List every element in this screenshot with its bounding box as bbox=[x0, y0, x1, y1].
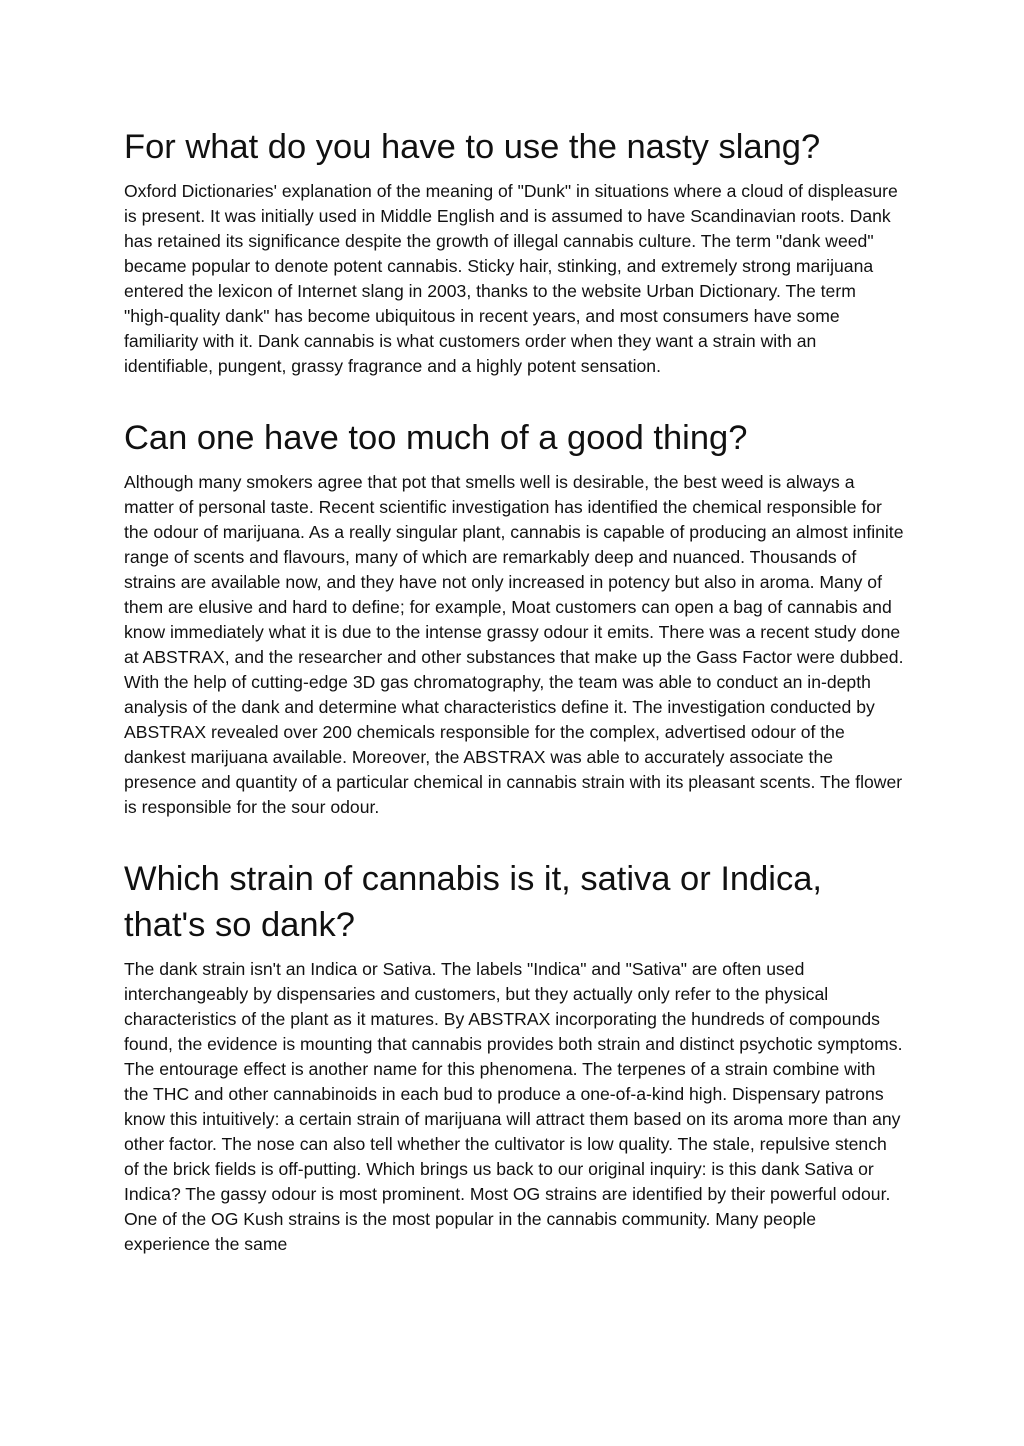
section-paragraph: The dank strain isn't an Indica or Sativa. The labels "Indica" and "Sativa" are often used interchangeably by dispensaries and customers, but they actually only refer to the physical characteristics of the plant as it matures. By ABSTRAX incorporating the hundreds of compounds found, the evidence is mounting that cannabis provides both strain and distinct psychotic symptoms. The entourage effect is another name for this phenomena. The terpenes of a strain combine with the THC and other cannabinoids in each bud to produce a one-of-a-kind high. Dispensary patrons know this intuitively: a certain strain of marijuana will attract them based on its aroma more than any other factor. The nose can also tell whether the cultivator is low quality. The stale, repulsive stench of the brick fields is off-putting. Which brings us back to our original inquiry: is this dank Sativa or Indica? The gassy odour is most prominent. Most OG strains are identified by their powerful odour. One of the OG Kush strains is the most popular in the cannabis community. Many people experience the same bbox=[124, 959, 903, 1254]
section-heading: Which strain of cannabis is it, sativa or Indica, that's so dank? bbox=[124, 860, 822, 944]
section-sativa-or-indica bbox=[124, 856, 904, 1257]
section-heading: For what do you have to use the nasty slang? bbox=[124, 128, 821, 166]
section-heading: Can one have too much of a good thing? bbox=[124, 419, 748, 457]
section-too-much-good-thing bbox=[124, 415, 904, 820]
section-nasty-slang bbox=[124, 124, 904, 379]
section-paragraph: Although many smokers agree that pot that smells well is desirable, the best weed is always a matter of personal taste. Recent scientific investigation has identified the chemical responsible for the odour of marijuana. As a really singular plant, cannabis is capable of producing an almost infinite range of scents and flavours, many of which are remarkably deep and nuanced. Thousands of strains are available now, and they have not only increased in potency but also in aroma. Many of them are elusive and hard to define; for example, Moat customers can open a bag of cannabis and know immediately what it is due to the intense grassy odour it emits. There was a recent study done at ABSTRAX, and the researcher and other substances that make up the Gass Factor were dubbed. With the help of cutting-edge 3D gas chromatography, the team was able to conduct an in-depth analysis of the dank and determine what characteristics define it. The investigation conducted by ABSTRAX revealed over 200 chemicals responsible for the complex, advertised odour of the dankest marijuana available. Moreover, the ABSTRAX was able to accurately associate the presence and quantity of a particular chemical in cannabis strain with its pleasant scents. The flower is responsible for the sour odour. bbox=[124, 472, 904, 817]
section-paragraph: Oxford Dictionaries' explanation of the meaning of "Dunk" in situations where a cloud of displeasure is present. It was initially used in Middle English and is assumed to have Scandinavian roots. Dank has retained its significance despite the growth of illegal cannabis culture. The term "dank weed" became popular to denote potent cannabis. Sticky hair, stinking, and extremely strong marijuana entered the lexicon of Internet slang in 2003, thanks to the website Urban Dictionary. The term "high-quality dank" has become ubiquitous in recent years, and most consumers have some familiarity with it. Dank cannabis is what customers order when they want a strain with an identifiable, pungent, grassy fragrance and a highly potent sensation. bbox=[124, 181, 898, 376]
document-page bbox=[124, 124, 904, 1257]
